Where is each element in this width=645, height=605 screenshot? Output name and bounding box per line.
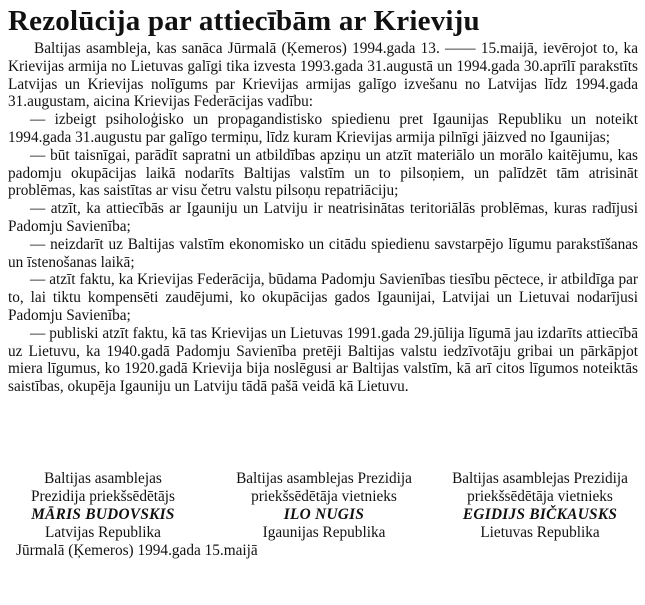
signature-name: ILO NUGIS	[283, 506, 365, 523]
list-item: — publiski atzīt faktu, kā tas Krievijas un Lietuvas 1991.gada 29.jūlija līgumā jau izdarīts attiecībā uz Lietuvu, ka 1940.gadā Padomju Savienība pretēji Baltijas valstu iedzīvotāju gribai un pārkāpjot miera līgumus, ko 1920.gadā Krievija bija noslēgusi ar Baltijas valstīm, kā arī citos līgumos noteiktās saistības, okupēja Igauniju un Latviju tādā pašā veidā kā Lietuvu.	[8, 324, 638, 396]
signature-role: Prezidija priekšsēdētājs	[31, 488, 175, 505]
signature-role: priekšsēdētāja vietnieks	[467, 488, 613, 505]
signature-bickauskas	[440, 470, 640, 560]
list-item: — būt taisnīgai, parādīt sapratni un atbildības apziņu un atzīt materiālo un morālo kaitējumu, kas padomju okupācijas laikā nodarīts Baltijas valstīm un to pilsoņiem, un palīdzēt tām atrisināt problēmas, kas saistītas ar visu četru valstu pilsoņu repatriāciju;	[8, 146, 638, 200]
document-body	[8, 40, 638, 396]
place-date: Jūrmalā (Ķemeros) 1994.gada 15.maijā	[16, 542, 258, 559]
list-item: — atzīt, ka attiecībās ar Igauniju un Latviju ir neatrisinātas teritoriālās problēmas, kuras radījusi Padomju Savienība;	[8, 200, 638, 235]
signature-name: MĀRIS BUDOVSKIS	[31, 506, 175, 523]
signature-country: Igaunijas Republika	[262, 524, 386, 541]
signature-org: Baltijas asamblejas Prezidija	[452, 470, 628, 487]
document	[8, 4, 638, 396]
signature-country: Lietuvas Republika	[480, 524, 600, 541]
list-item: — izbeigt psiholoģisko un propagandistisko spiedienu pret Igaunijas Republiku un noteikt 1994.gada 31.augustu par galīgo termiņu, līdz kuram Krievijas armija pilnīgi jāizved no Igaunijas;	[8, 111, 638, 146]
signature-role: priekšsēdētāja vietnieks	[251, 488, 397, 505]
document-title: Rezolūcija par attiecībām ar Krieviju	[8, 5, 480, 37]
signature-budovskis	[8, 470, 258, 560]
signature-org: Baltijas asamblejas	[44, 470, 162, 487]
signature-country: Latvijas Republika	[45, 524, 161, 541]
list-item: — neizdarīt uz Baltijas valstīm ekonomisko un citādu spiedienu savstarpējo līgumu parakstīšanas un īstenošanas laikā;	[8, 235, 638, 271]
list-item: — atzīt faktu, ka Krievijas Federācija, būdama Padomju Savienības tiesību pēctece, ir atbildīga par to, lai tiktu kompensēti zaudējumi, ko okupācijas gados Igaunijai, Latvijai un Lietuvai nodarījusi Padomju Savienība;	[8, 271, 638, 324]
intro-paragraph: Baltijas asambleja, kas sanāca Jūrmalā (Ķemeros) 1994.gada 13. —— 15.maijā, ievērojot to, ka Krievijas armija no Lietuvas galīgi tika izvesta 1993.gada 31.augustā un 1994.gada 30.aprīlī parakstīts Latvijas un Krievijas nolīgums par Krievijas armijas galīgo izvešanu no Latvijas līdz 1994.gada 31.augustam, aicina Krievijas Federācijas vadību:	[8, 40, 638, 111]
signature-org: Baltijas asamblejas Prezidija	[236, 470, 412, 487]
signature-block	[8, 470, 640, 560]
signature-name: EGIDIJS BIČKAUSKS	[462, 506, 618, 523]
signature-nugis	[209, 470, 439, 560]
